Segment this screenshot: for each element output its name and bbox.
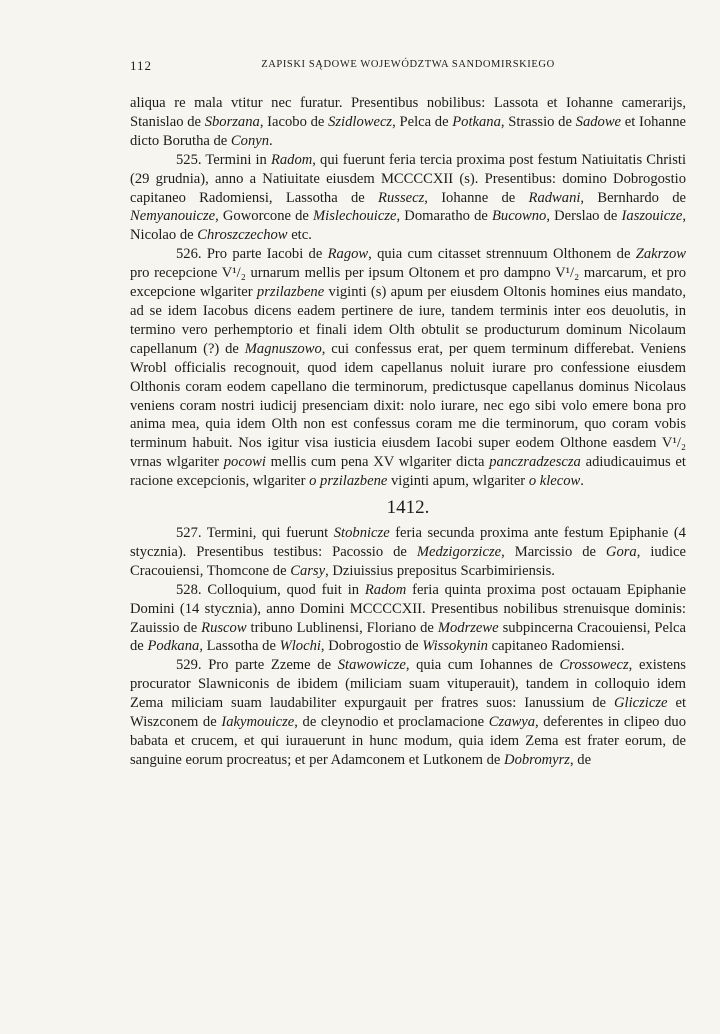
text-run: , Lassotha de <box>199 638 280 655</box>
italic-name: Bucowno <box>491 208 547 225</box>
italic-name: Wissokynin <box>422 638 488 655</box>
paragraph <box>130 151 686 246</box>
text-run: , Marcissio de <box>501 543 606 560</box>
text-run: pro recepcione V¹/₂ urnarum mellis per ipsum Oltonem et pro dampno V¹/₂ marcarum, et pro excepcione wlgariter <box>130 265 686 301</box>
text-run: , iudice Cracouiensi, Thomcone de <box>130 543 686 579</box>
text-run: , Goworcone de <box>215 208 314 225</box>
italic-name: Sadowe <box>575 113 622 130</box>
italic-name: Magnuszowo <box>244 340 322 357</box>
italic-name: Mislechouicze <box>313 208 397 225</box>
italic-name: o klecow <box>528 473 581 490</box>
italic-name: Crossowecz <box>559 657 629 674</box>
paragraph <box>130 245 686 491</box>
text-run: viginti apum, wlgariter <box>387 473 529 490</box>
italic-name: Gliczicze <box>613 695 668 712</box>
italic-name: Podkana <box>147 638 200 655</box>
text-run: etc. <box>287 227 312 244</box>
text-run: feria quinta proxima post octauam Epiphanie Domini (14 stycznia), anno Domini MCCCCXII. Presentibus nobilibus strenuisque dominis: Zauissio de <box>130 581 686 636</box>
text-run: 525. Termini in <box>176 151 271 168</box>
text-run: 527. Termini, qui fuerunt <box>176 525 334 542</box>
italic-name: Zakrzow <box>635 246 686 263</box>
italic-name: Radom <box>364 581 407 598</box>
italic-name: Dobromyrz <box>504 751 570 768</box>
body-text <box>130 94 686 770</box>
text-run: et Iohanne dicto Borutha de <box>130 113 686 149</box>
text-run: , Derslao de <box>546 208 622 225</box>
italic-name: Modrzewe <box>437 619 499 636</box>
text-run: , deferentes in clipeo duo babata et crucem, et qui iurauerunt in hunc modum, quia idem Zema est frater eorum, de sanguine eorum procreatus; et per Adamconem et Lutkonem de <box>130 714 686 768</box>
text-run: , de cleynodio et proclamacione <box>294 714 489 731</box>
italic-name: Wlochi <box>279 638 321 655</box>
text-run: , Nicolao de <box>130 208 686 244</box>
italic-name: o przilazbene <box>309 473 388 490</box>
text-run: , Strassio de <box>500 113 576 130</box>
text-run: . <box>269 132 273 149</box>
italic-name: Ragow <box>327 246 369 263</box>
italic-name: Szidlowecz <box>328 113 393 130</box>
italic-name: Stawowicze <box>337 657 406 674</box>
italic-name: Ruscow <box>201 619 247 636</box>
italic-name: Iakymouicze <box>221 714 295 731</box>
text-run: mellis cum pena XV wlgariter dicta <box>265 454 490 471</box>
italic-name: Radwani <box>528 189 581 206</box>
paragraph <box>130 524 686 581</box>
text-run: , qui fuerunt feria tercia proxima post festum Natiuitatis Christi (29 grudnia), anno a Natiuitate eiusdem MCCCCXII (s). Presentibus: domino Dobrogostio capitaneo Radomiensi, Lassotha de <box>130 151 687 206</box>
text-run: 528. Colloquium, quod fuit in <box>176 581 365 598</box>
italic-name: Sborzana <box>204 113 260 130</box>
italic-name: Stobnicze <box>333 525 390 542</box>
text-run: , quia cum citasset strennuum Olthonem de <box>368 246 636 263</box>
text-run: , Pelca de <box>392 113 453 130</box>
text-run: , de <box>570 751 592 768</box>
italic-name: Iaszouicze <box>621 208 683 225</box>
text-run: , Bernhardo de <box>580 189 686 206</box>
text-run: . <box>580 473 584 490</box>
paragraph <box>130 94 686 151</box>
text-run: 529. Pro parte Zzeme de <box>176 657 338 674</box>
text-run: , Dobrogostio de <box>320 638 423 655</box>
text-run: , quia cum Iohannes de <box>405 657 560 674</box>
text-run: tribuno Lublinensi, Floriano de <box>246 619 438 636</box>
italic-name: pocowi <box>223 454 266 471</box>
text-run: feria secunda proxima ante festum Epiphanie (4 stycznia). Presentibus testibus: Pacossio de <box>130 525 686 560</box>
text-run: , Dziuissius prepositus Scarbimiriensis. <box>325 562 555 579</box>
italic-name: Medzigorzicze <box>416 543 502 560</box>
italic-name: Radom <box>270 151 313 168</box>
italic-name: Chroszczechow <box>197 227 288 244</box>
italic-name: Potkana <box>452 113 501 130</box>
italic-name: Russecz <box>378 189 425 206</box>
page-header <box>130 58 686 76</box>
italic-name: przilazbene <box>256 284 325 301</box>
text-run: , existens procurator Slawniconis de ibidem (miliciam suam vituperauit), tandem in colloquio idem Zema miliciam suam laudabiliter expurgauit per fratres suos: Ianussium de <box>130 657 686 712</box>
text-run: , cui confessus erat, per quem terminum differebat. Veniens Wrobl officialis recognouit, quod idem capellanus noluit iurare pro confessione eiusdem Olthonis coram eodem capellano die terminorum, predictusque capellanus dominus Nicolaus veniens coram nostri iudicij presenciam dixit: nolo iurare, nec ego sibi volo emere bona pro anima mea, quia idem Olth non est confessus coram me die terminorum, quo coram vobis terminum habuit. Nos igitur visa iusticia eiusdem Iacobi super eodem Olthone easdem V¹/₂ vrnas wlgariter <box>130 340 686 471</box>
text-run: adiudicauimus et racione excepcionis, wlgariter <box>130 454 686 490</box>
text-run: viginti (s) apum per eiusdem Oltonis homines eius mandato, ad se idem Iacobus dicens eadem pertinere de iure, tandem terminis inter eos deuolutis, in termino vero perhemptorio et finali idem Olth obtulit se producturum dominum Nicolaum capellanum (?) de <box>130 284 686 357</box>
paragraph <box>130 656 686 769</box>
text-run: capitaneo Radomiensi. <box>487 638 625 655</box>
italic-name: Gora <box>605 543 637 560</box>
year-heading: 1412. <box>386 497 430 519</box>
text-run: aliqua re mala vtitur nec furatur. Presentibus nobilibus: Lassota et Iohanne camerarijs, Stanislao de <box>130 95 686 130</box>
italic-name: Conyn <box>230 132 270 149</box>
italic-name: Nemyanouicze <box>130 208 216 225</box>
text-run: et Wiszconem de <box>130 695 686 731</box>
page-number: 112 <box>130 58 153 73</box>
text-run: 526. Pro parte Iacobi de <box>176 246 328 263</box>
text-run: , Iohanne de <box>424 189 529 206</box>
italic-name: panczradzescza <box>489 454 581 471</box>
text-run: subpincerna Cracouiensi, Pelca de <box>130 619 686 655</box>
text-run: , Iacobo de <box>259 113 329 130</box>
paragraph <box>130 581 686 657</box>
text-run: , Domaratho de <box>396 208 492 225</box>
italic-name: Carsy <box>290 562 326 579</box>
italic-name: Czawya <box>488 714 535 731</box>
running-title: ZAPISKI SĄDOWE WOJEWÓDZTWA SANDOMIRSKIEGO <box>261 59 555 70</box>
